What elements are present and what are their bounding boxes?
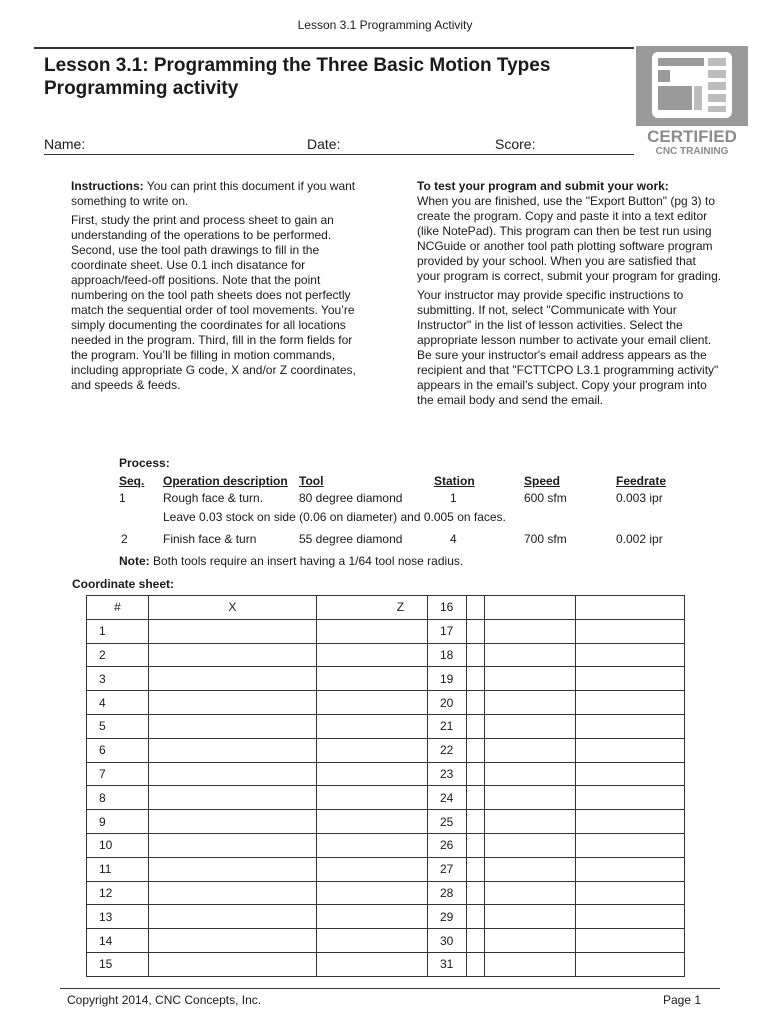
coordinate-row — [428, 881, 685, 905]
row1-tool: 80 degree diamond — [299, 491, 403, 505]
point-number: 23 — [428, 762, 467, 786]
process-heading: Process: — [119, 456, 170, 470]
coordinate-row — [428, 619, 685, 643]
coordinate-row — [87, 952, 485, 976]
point-number: 30 — [428, 929, 467, 953]
instructions-intro: You can print this document if you want something to write on. — [71, 179, 356, 208]
x-coordinate-field[interactable] — [148, 667, 316, 691]
x-coordinate-field[interactable] — [467, 929, 576, 953]
coordinate-row — [428, 929, 685, 953]
coordinate-row — [87, 857, 485, 881]
name-field-label[interactable]: Name: — [44, 136, 86, 152]
coordinate-row — [87, 643, 485, 667]
coordinate-row — [428, 857, 685, 881]
point-number: 7 — [87, 762, 149, 786]
x-coordinate-field[interactable] — [467, 833, 576, 857]
x-coordinate-field[interactable] — [148, 643, 316, 667]
x-coordinate-field[interactable] — [467, 810, 576, 834]
x-coordinate-field[interactable] — [148, 810, 316, 834]
x-coordinate-field[interactable] — [148, 905, 316, 929]
z-coordinate-field[interactable] — [576, 810, 685, 834]
z-coordinate-field[interactable] — [576, 833, 685, 857]
point-number: 6 — [87, 738, 149, 762]
coordinate-row — [428, 691, 685, 715]
point-number: 4 — [87, 691, 149, 715]
page-number: Page 1 — [663, 993, 702, 1007]
col-feedrate-header: Feedrate — [616, 474, 667, 488]
x-coordinate-field[interactable] — [467, 619, 576, 643]
point-number: 2 — [87, 643, 149, 667]
x-coordinate-field[interactable] — [467, 857, 576, 881]
coordinate-table-left — [86, 595, 485, 977]
z-coordinate-field[interactable] — [576, 786, 685, 810]
point-number: 13 — [87, 905, 149, 929]
row2-seq: 2 — [121, 532, 128, 546]
point-number: 10 — [87, 833, 149, 857]
x-coordinate-field[interactable] — [148, 857, 316, 881]
coordinate-row — [428, 596, 685, 620]
x-coordinate-field[interactable] — [148, 833, 316, 857]
point-number: 9 — [87, 810, 149, 834]
submit-section — [417, 179, 722, 412]
instructions-body: First, study the print and process sheet to gain an understanding of the operations to be performed. Second, use the tool path drawings to fill in the coordinate sheet. Use 0.1 inch disatance for approach/feed-off positions. Note that the point numbering on the tool path sheets does not perfectly match the sequential order of tool movements. You’re simply documenting the coordinates for all locations needed in the program. Third, fill in the form fields for the program. You’ll be filling in motion commands, including appropriate G code, X and/or Z coordinates, and speeds & feeds. — [71, 213, 356, 392]
x-coordinate-field[interactable] — [467, 691, 576, 715]
x-coordinate-field[interactable] — [148, 619, 316, 643]
coordinate-table-right — [427, 595, 685, 977]
point-number: 24 — [428, 786, 467, 810]
x-coordinate-field[interactable] — [467, 905, 576, 929]
z-coordinate-field[interactable] — [576, 905, 685, 929]
z-coordinate-field[interactable] — [576, 881, 685, 905]
coordinate-sheet-label: Coordinate sheet: — [72, 577, 175, 591]
coordinate-row — [428, 952, 685, 976]
row1-operation: Rough face & turn. — [163, 491, 264, 505]
col-station-header: Station — [434, 474, 475, 488]
point-number: 27 — [428, 857, 467, 881]
row1-seq: 1 — [119, 491, 126, 505]
x-coordinate-field[interactable] — [467, 596, 576, 620]
point-number: 14 — [87, 929, 149, 953]
coordinate-row — [428, 905, 685, 929]
page-title — [44, 54, 550, 100]
x-coordinate-field[interactable] — [467, 738, 576, 762]
x-coordinate-field[interactable] — [467, 667, 576, 691]
z-coordinate-field[interactable] — [576, 667, 685, 691]
point-number: 20 — [428, 691, 467, 715]
x-coordinate-field[interactable] — [148, 929, 316, 953]
z-coordinate-field[interactable] — [576, 691, 685, 715]
x-coordinate-field[interactable] — [148, 881, 316, 905]
x-header: X — [148, 596, 316, 620]
point-number: 25 — [428, 810, 467, 834]
x-coordinate-field[interactable] — [148, 714, 316, 738]
row2-speed: 700 sfm — [524, 532, 567, 546]
instructions-heading: Instructions: — [71, 179, 144, 193]
coordinate-row — [428, 714, 685, 738]
coordinate-row — [87, 691, 485, 715]
col-tool-header: Tool — [299, 474, 324, 488]
instructions-section — [71, 179, 371, 397]
point-number: 15 — [87, 952, 149, 976]
header-rule — [34, 47, 634, 49]
title-line-1: Lesson 3.1: Programming the Three Basic Motion Types — [44, 55, 551, 76]
coordinate-row — [87, 905, 485, 929]
footer-rule — [60, 988, 720, 989]
title-line-2: Programming activity — [44, 78, 239, 99]
point-number: 29 — [428, 905, 467, 929]
x-coordinate-field[interactable] — [467, 786, 576, 810]
row2-tool: 55 degree diamond — [299, 532, 403, 546]
z-coordinate-field[interactable] — [576, 596, 685, 620]
point-number: 11 — [87, 857, 149, 881]
point-number: 17 — [428, 619, 467, 643]
row1-note: Leave 0.03 stock on side (0.06 on diameter) and 0.005 on faces. — [163, 510, 506, 524]
row2-station: 4 — [450, 532, 457, 546]
row1-speed: 600 sfm — [524, 491, 567, 505]
coordinate-header-row — [87, 596, 485, 620]
point-number: 26 — [428, 833, 467, 857]
col-speed-header: Speed — [524, 474, 561, 488]
coordinate-row — [87, 881, 485, 905]
logo-line-1: CERTIFIED — [647, 127, 737, 146]
x-coordinate-field[interactable] — [467, 643, 576, 667]
point-number: 8 — [87, 786, 149, 810]
z-coordinate-field[interactable] — [576, 762, 685, 786]
coordinate-row — [87, 619, 485, 643]
copyright-text: Copyright 2014, CNC Concepts, Inc. — [67, 993, 262, 1007]
coordinate-row — [428, 667, 685, 691]
coordinate-row — [87, 667, 485, 691]
row2-operation: Finish face & turn — [163, 532, 257, 546]
point-number: 5 — [87, 714, 149, 738]
point-number: 12 — [87, 881, 149, 905]
student-info-fields — [44, 136, 634, 154]
col-seq-header: Seq. — [119, 474, 145, 488]
coordinate-row — [428, 810, 685, 834]
submit-paragraph-1: When you are finished, use the "Export Button" (pg 3) to create the program. Copy and paste it into a text editor (like NotePad). This program can then be test run using NCGuide or another tool path plotting software program provided by your school. When you are satisfied that your program is correct, submit your program for grading. — [417, 194, 722, 283]
row1-station: 1 — [450, 491, 457, 505]
z-coordinate-field[interactable] — [576, 952, 685, 976]
x-coordinate-field[interactable] — [148, 762, 316, 786]
coordinate-row — [87, 786, 485, 810]
point-number: 19 — [428, 667, 467, 691]
point-number: 1 — [87, 619, 149, 643]
hash-header: # — [87, 596, 149, 620]
date-field-label[interactable]: Date: — [307, 136, 341, 152]
x-coordinate-field[interactable] — [467, 714, 576, 738]
z-coordinate-field[interactable] — [576, 738, 685, 762]
row2-feedrate: 0.002 ipr — [616, 532, 663, 546]
x-coordinate-field[interactable] — [467, 881, 576, 905]
point-number: 22 — [428, 738, 467, 762]
process-note-text: Both tools require an insert having a 1/64 tool nose radius. — [149, 554, 464, 568]
point-number: 16 — [428, 596, 467, 620]
coordinate-row — [87, 738, 485, 762]
cnc-control-panel-icon — [636, 46, 748, 156]
coordinate-row — [87, 762, 485, 786]
coordinate-row — [428, 833, 685, 857]
z-header: Z — [316, 596, 484, 620]
process-note-label: Note: — [119, 554, 150, 568]
coordinate-row — [428, 786, 685, 810]
coordinate-row — [87, 929, 485, 953]
z-coordinate-field[interactable] — [576, 714, 685, 738]
point-number: 3 — [87, 667, 149, 691]
coordinate-row — [428, 738, 685, 762]
logo-line-2: CNC TRAINING — [655, 146, 729, 156]
x-coordinate-field[interactable] — [148, 786, 316, 810]
score-field-label[interactable]: Score: — [495, 136, 536, 152]
process-note — [119, 554, 463, 568]
submit-paragraph-2: Your instructor may provide specific instructions to submitting. If not, select "Communicate with Your Instructor" in the list of lesson activities. Select the appropriate lesson number to activate your email client. Be sure your instructor's email address appears as the recipient and that "FCTTCPO L3.1 programming activity" appears in the email's subject. Copy your program into the email body and send the email. — [417, 288, 719, 407]
point-number: 21 — [428, 714, 467, 738]
coordinate-row — [428, 643, 685, 667]
col-operation-header: Operation description — [163, 474, 288, 488]
coordinate-row — [87, 714, 485, 738]
submit-heading: To test your program and submit your work: — [417, 179, 669, 193]
x-coordinate-field[interactable] — [148, 738, 316, 762]
certified-cnc-training-logo — [636, 46, 748, 156]
row1-feedrate: 0.003 ipr — [616, 491, 663, 505]
coordinate-row — [428, 762, 685, 786]
z-coordinate-field[interactable] — [576, 929, 685, 953]
point-number: 28 — [428, 881, 467, 905]
fields-rule — [44, 154, 634, 155]
z-coordinate-field[interactable] — [576, 857, 685, 881]
x-coordinate-field[interactable] — [467, 762, 576, 786]
x-coordinate-field[interactable] — [148, 691, 316, 715]
x-coordinate-field[interactable] — [148, 952, 316, 976]
z-coordinate-field[interactable] — [576, 619, 685, 643]
coordinate-row — [87, 810, 485, 834]
x-coordinate-field[interactable] — [467, 952, 576, 976]
point-number: 31 — [428, 952, 467, 976]
point-number: 18 — [428, 643, 467, 667]
running-head: Lesson 3.1 Programming Activity — [297, 18, 473, 32]
coordinate-row — [87, 833, 485, 857]
z-coordinate-field[interactable] — [576, 643, 685, 667]
